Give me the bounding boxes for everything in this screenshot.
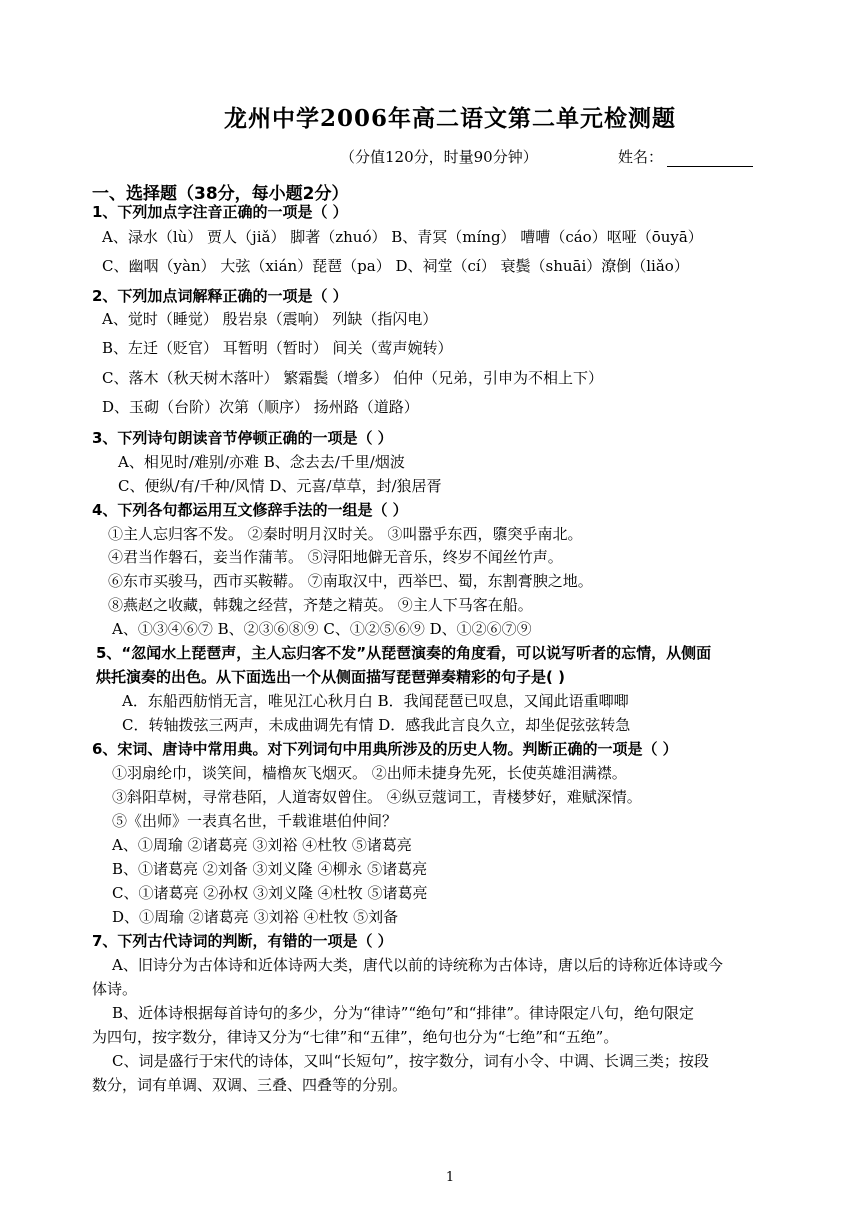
- question-text: C．转轴拨弦三两声，未成曲调先有情 D．感我此言良久立，却坐促弦弦转急: [122, 716, 631, 734]
- question-stem: 2、下列加点词解释正确的一项是（ ）: [92, 287, 348, 305]
- question-text: A．东船西舫悄无言，唯见江心秋月白 B．我闻琵琶已叹息，又闻此语重唧唧: [122, 692, 629, 710]
- question-stem: 5、“忽闻水上琵琶声，主人忘归客不发”从琵琶演奏的角度看，可以说写听者的忘情，从侧面: [96, 644, 712, 662]
- question-text: C、①诸葛亮 ②孙权 ③刘义隆 ④杜牧 ⑤诸葛亮: [112, 884, 428, 902]
- question-text: A、觉时（睡觉） 殷岩泉（震响） 列缺（指闪电）: [102, 310, 438, 328]
- question-text: B、左迁（贬官） 耳暂明（暂时） 间关（莺声婉转）: [102, 339, 453, 357]
- question-text: A、相见时/难别/亦难 B、念去去/千里/烟波: [118, 453, 405, 471]
- page-number: 1: [445, 1170, 455, 1185]
- question-text: B、近体诗根据每首诗句的多少，分为“律诗”“绝句”和“排律”。律诗限定八句，绝句限定: [112, 1004, 695, 1022]
- question-text: D、玉砌（台阶）次第（顺序） 扬州路（道路）: [102, 398, 419, 416]
- question-stem: 4、下列各句都运用互文修辞手法的一组是（ ）: [92, 501, 408, 519]
- question-text: ①主人忘归客不发。 ②秦时明月汉时关。 ③叫嚣乎东西，隳突乎南北。: [108, 525, 583, 543]
- question-text: A、旧诗分为古体诗和近体诗两大类，唐代以前的诗统称为古体诗，唐以后的诗称近体诗或今: [112, 956, 723, 974]
- question-text: C、幽咽（yàn） 大弦（xián）琵琶（pa） D、祠堂（cí） 衰鬓（shuāi）潦倒（liǎo）: [102, 257, 689, 275]
- question-text: A、①周瑜 ②诸葛亮 ③刘裕 ④杜牧 ⑤诸葛亮: [112, 836, 412, 854]
- name-label: 姓名：: [618, 148, 664, 166]
- question-text: ⑧燕赵之收藏，韩魏之经营，齐楚之精英。 ⑨主人下马客在船。: [108, 596, 533, 614]
- question-text: C、落木（秋天树木落叶） 繁霜鬓（增多） 伯仲（兄弟，引申为不相上下）: [102, 369, 604, 387]
- question-stem: 7、下列古代诗词的判断，有错的一项是（ ）: [92, 932, 393, 950]
- question-stem: 6、宋词、唐诗中常用典。对下列词句中用典所涉及的历史人物。判断正确的一项是（ ）: [92, 740, 678, 758]
- question-stem: 1、下列加点字注音正确的一项是（ ）: [92, 203, 348, 221]
- question-stem: 3、下列诗句朗读音节停顿正确的一项是（ ）: [92, 429, 393, 447]
- question-text: 为四句，按字数分，律诗又分为“七律”和“五律”，绝句也分为“七绝”和“五绝”。: [92, 1028, 619, 1046]
- name-field: [618, 146, 753, 167]
- question-text: B、①诸葛亮 ②刘备 ③刘义隆 ④柳永 ⑤诸葛亮: [112, 860, 428, 878]
- score-time-note: （分值120分，时量90分钟）: [340, 148, 538, 166]
- question-text: A、①③④⑥⑦ B、②③⑥⑧⑨ C、①②⑤⑥⑨ D、①②⑥⑦⑨: [112, 620, 532, 638]
- question-text: C、词是盛行于宋代的诗体，又叫“长短句”，按字数分，词有小令、中调、长调三类；按段: [112, 1052, 709, 1070]
- name-blank: [667, 152, 753, 167]
- exam-info: [340, 146, 664, 167]
- question-text: ⑤《出师》一表真名世，千载谁堪伯仲间？: [112, 812, 398, 830]
- question-text: D、①周瑜 ②诸葛亮 ③刘裕 ④杜牧 ⑤刘备: [112, 908, 399, 926]
- question-text: 数分，词有单调、双调、三叠、四叠等的分别。: [92, 1076, 408, 1094]
- question-text: C、便纵/有/千种/风情 D、元喜/草草，封/狼居胥: [118, 477, 442, 495]
- page-title: 龙州中学2006年高二语文第二单元检测题: [223, 105, 676, 132]
- question-text: ⑥东市买骏马，西市买鞍鞯。 ⑦南取汉中，西举巴、蜀，东割膏腴之地。: [108, 572, 593, 590]
- question-text: A、渌水（lù） 贾人（jiǎ） 脚著（zhuó） B、青冥（míng） 嘈嘈（cáo）呕哑（ōuyā）: [102, 228, 703, 246]
- question-text: ④君当作磐石，妾当作蒲苇。 ⑤浔阳地僻无音乐，终岁不闻丝竹声。: [108, 548, 563, 566]
- section-title: 一、选择题（38分，每小题2分）: [92, 184, 349, 204]
- question-text: ③斜阳草树，寻常巷陌，人道寄奴曾住。 ④纵豆蔻词工，青楼梦好，难赋深情。: [112, 788, 642, 806]
- question-text: ①羽扇纶巾，谈笑间，樯橹灰飞烟灭。 ②出师未捷身先死，长使英雄泪满襟。: [112, 764, 627, 782]
- question-stem: 烘托演奏的出色。从下面选出一个从侧面描写琵琶弹奏精彩的句子是( ): [96, 668, 565, 686]
- question-text: 体诗。: [92, 980, 138, 998]
